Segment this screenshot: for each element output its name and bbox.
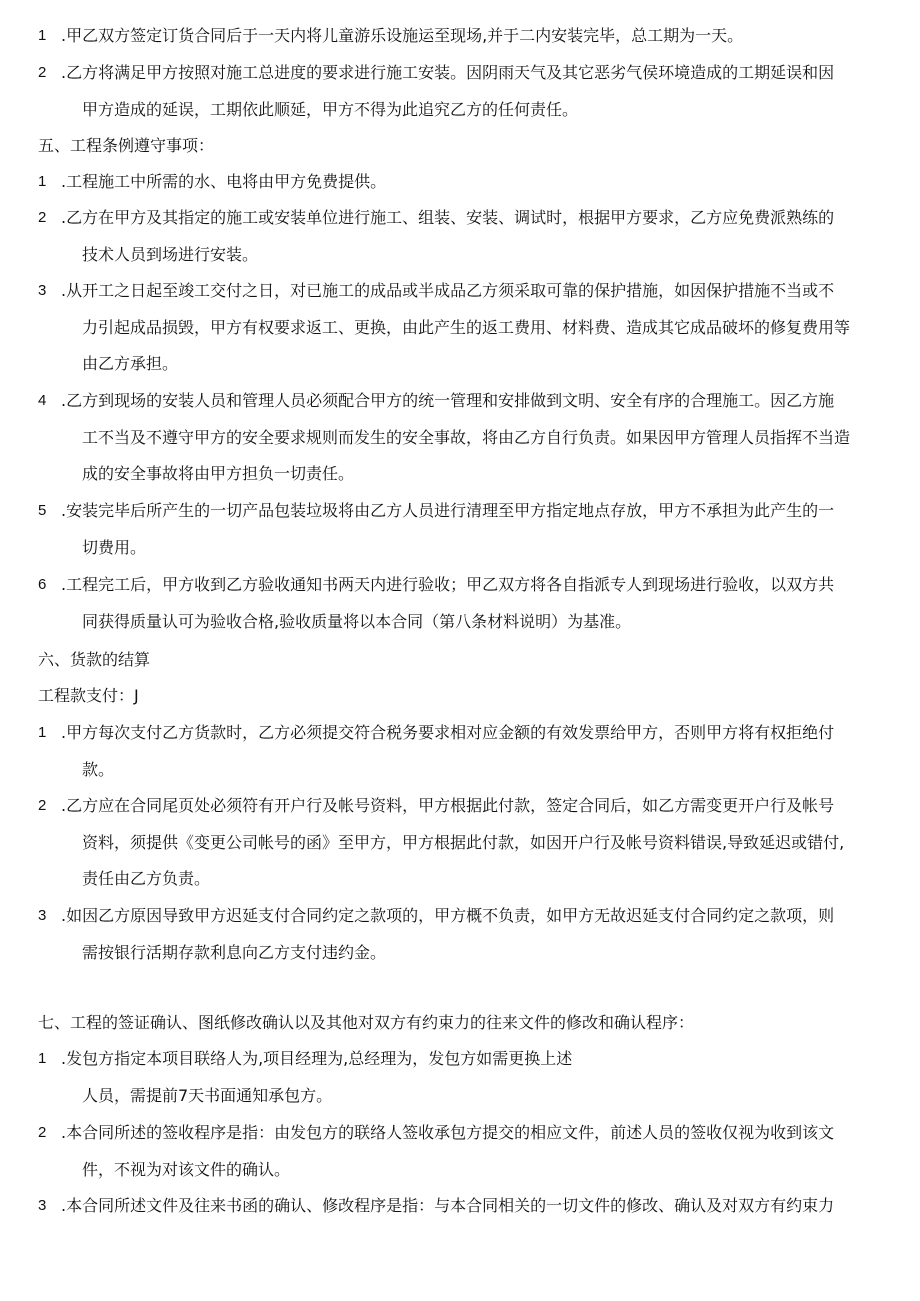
clause-line: .乙方到现场的安装人员和管理人员必须配合甲方的统一管理和安排做到文明、安全有序的合理施工。因乙方施 — [61, 391, 835, 410]
clause-item — [38, 200, 886, 273]
clause-number: 5 — [38, 502, 47, 519]
clause-item — [38, 383, 886, 493]
clause-number: 2 — [38, 1124, 47, 1141]
clause-number: 3 — [38, 282, 47, 299]
clause-item — [38, 18, 886, 55]
clause-item — [38, 1188, 886, 1225]
clause-line: 切费用。 — [82, 537, 147, 557]
clause-item — [38, 1041, 886, 1114]
clause-line: .从开工之日起至竣工交付之日，对已施工的成品或半成品乙方须采取可靠的保护措施，如因保护措施不当或不 — [61, 281, 835, 300]
clause-number: 1 — [38, 173, 47, 190]
clause-item — [38, 788, 886, 898]
clause-line: 力引起成品损毁，甲方有权要求返工、更换，由此产生的返工费用、材料费、造成其它成品破坏的修复费用等 — [82, 317, 851, 337]
clause-item — [38, 1115, 886, 1188]
clause-line: .乙方应在合同尾页处必须符有开户行及帐号资料，甲方根据此付款，签定合同后，如乙方需变更开户行及帐号 — [61, 796, 835, 815]
clause-number: 6 — [38, 576, 47, 593]
clause-number: 2 — [38, 209, 47, 226]
clause-line: .乙方将满足甲方按照对施工总进度的要求进行施工安装。因阴雨天气及其它恶劣气侯环境造成的工期延误和因 — [61, 63, 835, 82]
clause-number: 2 — [38, 64, 47, 81]
clause-line: 工不当及不遵守甲方的安全要求规则而发生的安全事故，将由乙方自行负责。如果因甲方管理人员指挥不当造 — [82, 427, 851, 447]
clause-item — [38, 164, 886, 201]
clause-number: 1 — [38, 724, 47, 741]
clause-line: 甲方造成的延误，工期依此顺延，甲方不得为此追究乙方的任何责任。 — [82, 99, 579, 119]
clause-line: .本合同所述的签收程序是指：由发包方的联络人签收承包方提交的相应文件，前述人员的签收仅视为收到该文 — [61, 1123, 835, 1142]
section-heading: 七、工程的签证确认、图纸修改确认以及其他对双方有约束力的往来文件的修改和确认程序： — [38, 1013, 695, 1032]
clause-number: 3 — [38, 1197, 47, 1214]
clause-line: 件，不视为对该文件的确认。 — [82, 1159, 291, 1179]
clause-line: 由乙方承担。 — [82, 354, 179, 373]
clause-line: .如因乙方原因导致甲方迟延支付合同约定之款项的，甲方概不负责，如甲方无故迟延支付合同约定之款项，则 — [61, 906, 835, 925]
clause-item — [38, 55, 886, 128]
clause-line: 成的安全事故将由甲方担负一切责任。 — [82, 464, 355, 483]
clause-item — [38, 273, 886, 383]
section-heading: 六、货款的结算 — [38, 650, 151, 669]
clause-line: .本合同所述文件及往来书函的确认、修改程序是指：与本合同相关的一切文件的修改、确认及对双方有约束力 — [61, 1196, 835, 1215]
clause-line: 人员，需提前7天书面通知承包方。 — [82, 1085, 333, 1105]
clause-line: .甲乙双方签定订货合同后于一天内将儿童游乐设施运至现场,并于二内安装完毕，总工期为一天。 — [61, 26, 744, 45]
clause-item — [38, 493, 886, 566]
clause-line: 同获得质量认可为验收合格,验收质量将以本合同（第八条材料说明）为基准。 — [82, 611, 632, 631]
clause-item — [38, 715, 886, 788]
clause-number: 1 — [38, 27, 47, 44]
clause-line: .甲方每次支付乙方货款时，乙方必须提交符合税务要求相对应金额的有效发票给甲方，否则甲方将有权拒绝付 — [61, 723, 835, 742]
section-heading: 五、工程条例遵守事项： — [38, 136, 215, 155]
clause-item — [38, 567, 886, 640]
clause-line: .发包方指定本项目联络人为,项目经理为,总经理为，发包方如需更换上述 — [61, 1049, 573, 1068]
clause-line: .工程完工后，甲方收到乙方验收通知书两天内进行验收；甲乙双方将各自指派专人到现场进行验收，以双方共 — [61, 575, 835, 594]
clause-line: 技术人员到场进行安装。 — [82, 244, 259, 264]
clause-number: 2 — [38, 797, 47, 814]
clause-item — [38, 898, 886, 971]
clause-line: 款。 — [82, 759, 115, 779]
clause-line: .安装完毕后所产生的一切产品包装垃圾将由乙方人员进行清理至甲方指定地点存放，甲方不承担为此产生的一 — [61, 501, 835, 520]
clause-number: 1 — [38, 1050, 47, 1067]
clause-line: 责任由乙方负责。 — [82, 869, 211, 888]
clause-line: 需按银行活期存款利息向乙方支付违约金。 — [82, 942, 387, 962]
clause-line: .乙方在甲方及其指定的施工或安装单位进行施工、组装、安装、调试时，根据甲方要求，乙方应免费派熟练的 — [61, 208, 835, 227]
clause-number: 4 — [38, 392, 47, 409]
section-subheading: 工程款支付：J — [38, 686, 139, 705]
clause-line: 资料，须提供《变更公司帐号的函》至甲方，甲方根据此付款，如因开户行及帐号资料错误,导致延迟或错付, — [82, 832, 845, 852]
clause-line: .工程施工中所需的水、电将由甲方免费提供。 — [61, 172, 387, 191]
clause-number: 3 — [38, 907, 47, 924]
